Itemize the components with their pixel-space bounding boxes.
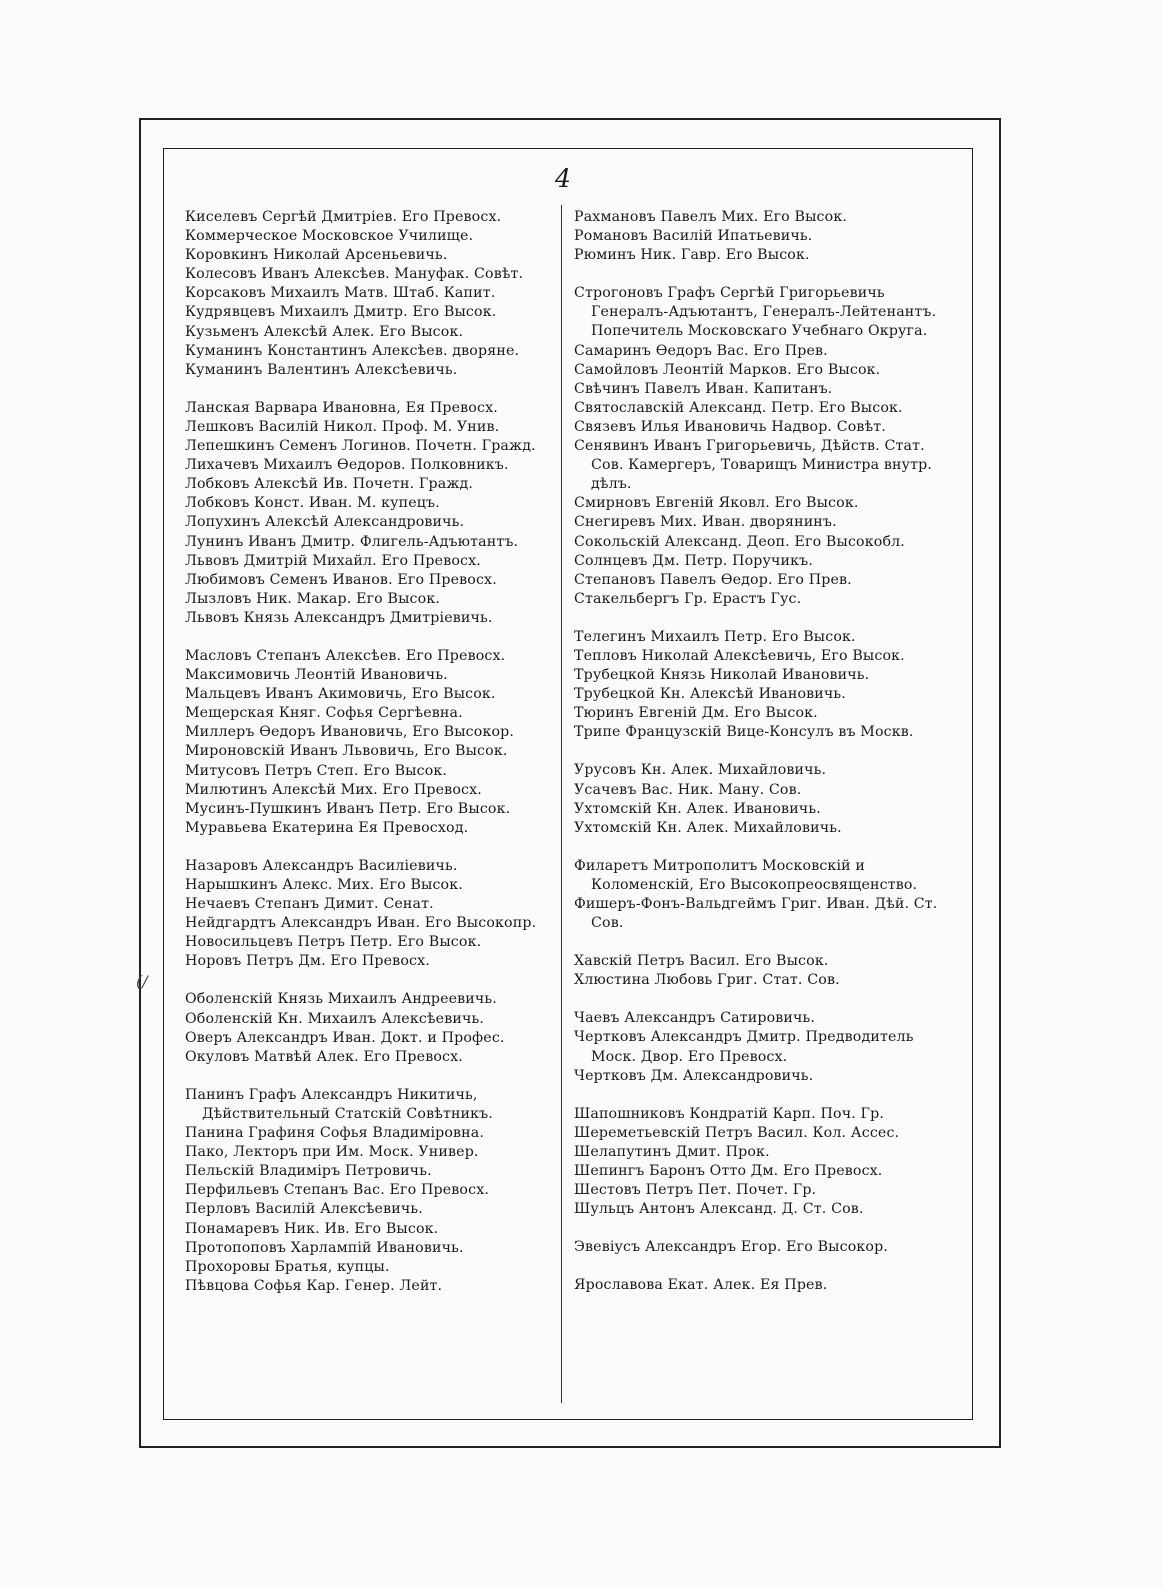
list-entry: Усачевъ Вас. Ник. Ману. Сов. [574, 781, 802, 798]
list-entry: Лепешкинъ Семенъ Логинов. Почетн. Гражд. [185, 438, 536, 455]
list-entry: Трубецкой Князь Николай Ивановичь. [574, 667, 870, 684]
list-entry: Прохоровы Братья, купцы. [185, 1258, 390, 1275]
list-entry: Мещерская Княг. Софья Сергѣевна. [185, 705, 463, 722]
right-column [574, 208, 956, 1315]
list-entry: Рахмановъ Павелъ Мих. Его Высок. [574, 209, 848, 225]
list-entry: Строгоновъ Графъ Сергѣй Григорьевичь Генералъ-Адъютантъ, Генералъ-Лейтенантъ. Попечитель Московскаго Учебнаго Округа. [574, 285, 937, 340]
list-entry: Понамаревъ Ник. Ив. Его Высок. [185, 1220, 439, 1237]
list-entry: Нарышкинъ Алекс. Мих. Его Высок. [185, 877, 463, 893]
list-entry: Шереметьевскій Петръ Васил. Кол. Ассес. [574, 1124, 900, 1141]
list-entry: Окуловъ Матвѣй Алек. Его Превосх. [185, 1048, 463, 1065]
list-entry: Шульцъ Антонъ Александ. Д. Ст. Сов. [574, 1201, 864, 1218]
list-entry: Тепловъ Николай Алексѣевичь, Его Высок. [574, 647, 905, 664]
list-entry: Эвевіусъ Александръ Егор. Его Высокор. [574, 1239, 889, 1256]
list-entry: Чертковъ Дм. Александровичь. [574, 1067, 814, 1084]
list-entry: Перфильевъ Степанъ Вас. Его Превосх. [185, 1182, 490, 1199]
letter-group [574, 761, 956, 837]
list-entry: Кудрявцевъ Михаилъ Дмитр. Его Высок. [185, 304, 497, 321]
list-entry: Норовъ Петръ Дм. Его Превосх. [185, 953, 430, 970]
list-entry: Перловъ Василій Алексѣевичь. [185, 1201, 423, 1218]
list-entry: Пельскій Владиміръ Петровичь. [185, 1163, 432, 1180]
list-entry: Самаринъ Ѳедоръ Вас. Его Прев. [574, 342, 828, 359]
list-entry: Пѣвцова Софья Кар. Генер. Лейт. [185, 1277, 443, 1294]
list-entry: Мальцевъ Иванъ Акимовичь, Его Высок. [185, 686, 496, 703]
list-entry: Снегиревъ Мих. Иван. дворянинъ. [574, 514, 837, 531]
list-entry: Оболенскій Князь Михаилъ Андреевичь. [185, 991, 497, 1008]
list-entry: Трубецкой Кн. Алексѣй Ивановичь. [574, 686, 846, 703]
list-entry: Максимовичь Леонтій Ивановичь. [185, 667, 448, 684]
letter-group [185, 1086, 560, 1296]
list-entry: Нейдгардтъ Александръ Иван. Его Высокопр. [185, 915, 537, 932]
list-entry: Смирновъ Евгеній Яковл. Его Высок. [574, 495, 859, 512]
list-entry: Святославскій Александ. Петр. Его Высок. [574, 399, 903, 416]
list-entry: Нечаевъ Степанъ Димит. Сенат. [185, 896, 434, 913]
letter-group [574, 1276, 956, 1295]
list-entry: Сенявинъ Иванъ Григорьевичь, Дѣйств. Стат. Сов. Камергеръ, Товарищъ Министра внутр. дѣлъ. [574, 438, 932, 493]
list-entry: Корсаковъ Михаилъ Матв. Штаб. Капит. [185, 285, 496, 302]
letter-group [574, 1009, 956, 1085]
letter-group [574, 208, 956, 265]
letter-group [185, 399, 560, 628]
list-entry: Лопухинъ Алексѣй Александровичь. [185, 514, 465, 531]
list-entry: Лызловъ Ник. Макар. Его Высок. [185, 590, 440, 607]
letter-group [574, 1238, 956, 1257]
letter-group [185, 647, 560, 838]
list-entry: Тюринъ Евгеній Дм. Его Высок. [574, 705, 818, 722]
column-divider [561, 205, 562, 1403]
list-entry: Куманинъ Валентинъ Алексѣевичь. [185, 361, 458, 378]
list-entry: Солнцевъ Дм. Петр. Поручикъ. [574, 552, 814, 569]
list-entry: Панинъ Графъ Александръ Никитичь, Дѣйствительный Статскій Совѣтникъ. [185, 1086, 494, 1122]
letter-group [574, 1105, 956, 1220]
list-entry: Лихачевъ Михаилъ Ѳедоров. Полковникъ. [185, 457, 509, 474]
page-number: 4 [555, 164, 571, 193]
list-entry: Назаровъ Александръ Василіевичь. [185, 857, 458, 874]
letter-group [574, 952, 956, 990]
list-entry: Пако, Лекторъ при Им. Моск. Универ. [185, 1144, 479, 1161]
list-entry: Шелапутинъ Дмит. Прок. [574, 1143, 770, 1160]
list-entry: Львовъ Дмитрій Михайл. Его Превосх. [185, 552, 481, 569]
margin-mark: (/ [136, 972, 148, 991]
list-entry: Фишеръ-Фонъ-Вальдгеймъ Григ. Иван. Дѣй. Ст. Сов. [574, 896, 938, 932]
list-entry: Ухтомскій Кн. Алек. Михайловичь. [574, 819, 842, 836]
list-entry: Оболенскій Кн. Михаилъ Алексѣевичь. [185, 1010, 485, 1027]
letter-group [185, 990, 560, 1066]
list-entry: Свѣчинъ Павелъ Иван. Капитанъ. [574, 380, 833, 397]
list-entry: Панина Графиня Софья Владиміровна. [185, 1125, 485, 1142]
list-entry: Кузьменъ Алексѣй Алек. Его Высок. [185, 323, 464, 340]
list-entry: Чаевъ Александръ Сатировичь. [574, 1010, 816, 1027]
list-entry: Урусовъ Кн. Алек. Михайловичь. [574, 762, 827, 779]
list-entry: Лобковъ Алексѣй Ив. Почетн. Гражд. [185, 476, 474, 493]
list-entry: Шестовъ Петръ Пет. Почет. Гр. [574, 1182, 817, 1199]
letter-group [574, 628, 956, 743]
list-entry: Мусинъ-Пушкинъ Иванъ Петр. Его Высок. [185, 800, 511, 817]
list-entry: Лобковъ Конст. Иван. М. купецъ. [185, 495, 440, 512]
list-entry: Оверъ Александръ Иван. Докт. и Профес. [185, 1029, 505, 1046]
list-entry: Коровкинъ Николай Арсеньевичь. [185, 247, 448, 264]
list-entry: Колесовъ Иванъ Алексѣев. Мануфак. Совѣт. [185, 266, 524, 283]
list-entry: Хавскій Петръ Васил. Его Высок. [574, 953, 829, 970]
list-entry: Самойловъ Леонтій Марков. Его Высок. [574, 361, 881, 378]
list-entry: Лунинъ Иванъ Дмитр. Флигель-Адъютантъ. [185, 533, 519, 550]
list-entry: Ухтомскій Кн. Алек. Ивановичь. [574, 800, 821, 817]
list-entry: Шепингъ Баронъ Отто Дм. Его Превосх. [574, 1163, 883, 1180]
list-entry: Романовъ Василій Ипатьевичь. [574, 228, 813, 245]
list-entry: Степановъ Павелъ Ѳедор. Его Прев. [574, 571, 852, 588]
letter-group [185, 208, 560, 380]
list-entry: Коммерческое Московское Училище. [185, 228, 474, 245]
list-entry: Масловъ Степанъ Алексѣев. Его Превосх. [185, 647, 506, 664]
list-entry: Связевъ Илья Ивановичь Надвор. Совѣт. [574, 418, 886, 435]
list-entry: Новосильцевъ Петръ Петр. Его Высок. [185, 934, 482, 951]
list-entry: Трипе Французскій Вице-Консулъ въ Москв. [574, 724, 914, 741]
list-entry: Любимовъ Семенъ Иванов. Его Превосх. [185, 571, 497, 588]
letter-group [574, 284, 956, 609]
list-entry: Стакельбергъ Гр. Ерастъ Гус. [574, 590, 802, 607]
list-entry: Львовъ Князь Александръ Дмитріевичь. [185, 609, 493, 626]
list-entry: Миллеръ Ѳедоръ Ивановичь, Его Высокор. [185, 724, 515, 741]
left-column [185, 208, 560, 1315]
list-entry: Ланская Варвара Ивановна, Ея Превосх. [185, 399, 498, 416]
letter-group [185, 857, 560, 972]
list-entry: Телегинъ Михаилъ Петр. Его Высок. [574, 628, 856, 645]
list-entry: Шапошниковъ Кондратій Карп. Поч. Гр. [574, 1105, 884, 1122]
list-entry: Милютинъ Алексѣй Мих. Его Превосх. [185, 781, 482, 798]
list-entry: Хлюстина Любовь Григ. Стат. Сов. [574, 972, 840, 989]
list-entry: Протопоповъ Харлампій Ивановичь. [185, 1239, 464, 1256]
letter-group [574, 857, 956, 933]
list-entry: Чертковъ Александръ Дмитр. Предводитель Моск. Двор. Его Превосх. [574, 1029, 914, 1065]
list-entry: Муравьева Екатерина Ея Превосход. [185, 819, 469, 836]
list-entry: Ярославова Екат. Алек. Ея Прев. [574, 1277, 828, 1294]
list-entry: Митусовъ Петръ Степ. Его Высок. [185, 762, 448, 779]
list-entry: Филаретъ Митрополитъ Московскій и Коломенскій, Его Высокопреосвященство. [574, 857, 918, 893]
list-entry: Сокольскій Александ. Деоп. Его Высокобл. [574, 533, 905, 550]
list-entry: Рюминъ Ник. Гавр. Его Высок. [574, 247, 810, 264]
list-entry: Киселевъ Сергѣй Дмитріев. Его Превосх. [185, 209, 502, 225]
list-entry: Лешковъ Василій Никол. Проф. М. Унив. [185, 418, 500, 435]
list-entry: Куманинъ Константинъ Алексѣев. дворяне. [185, 342, 520, 359]
list-entry: Мироновскій Иванъ Львовичь, Его Высок. [185, 743, 508, 760]
